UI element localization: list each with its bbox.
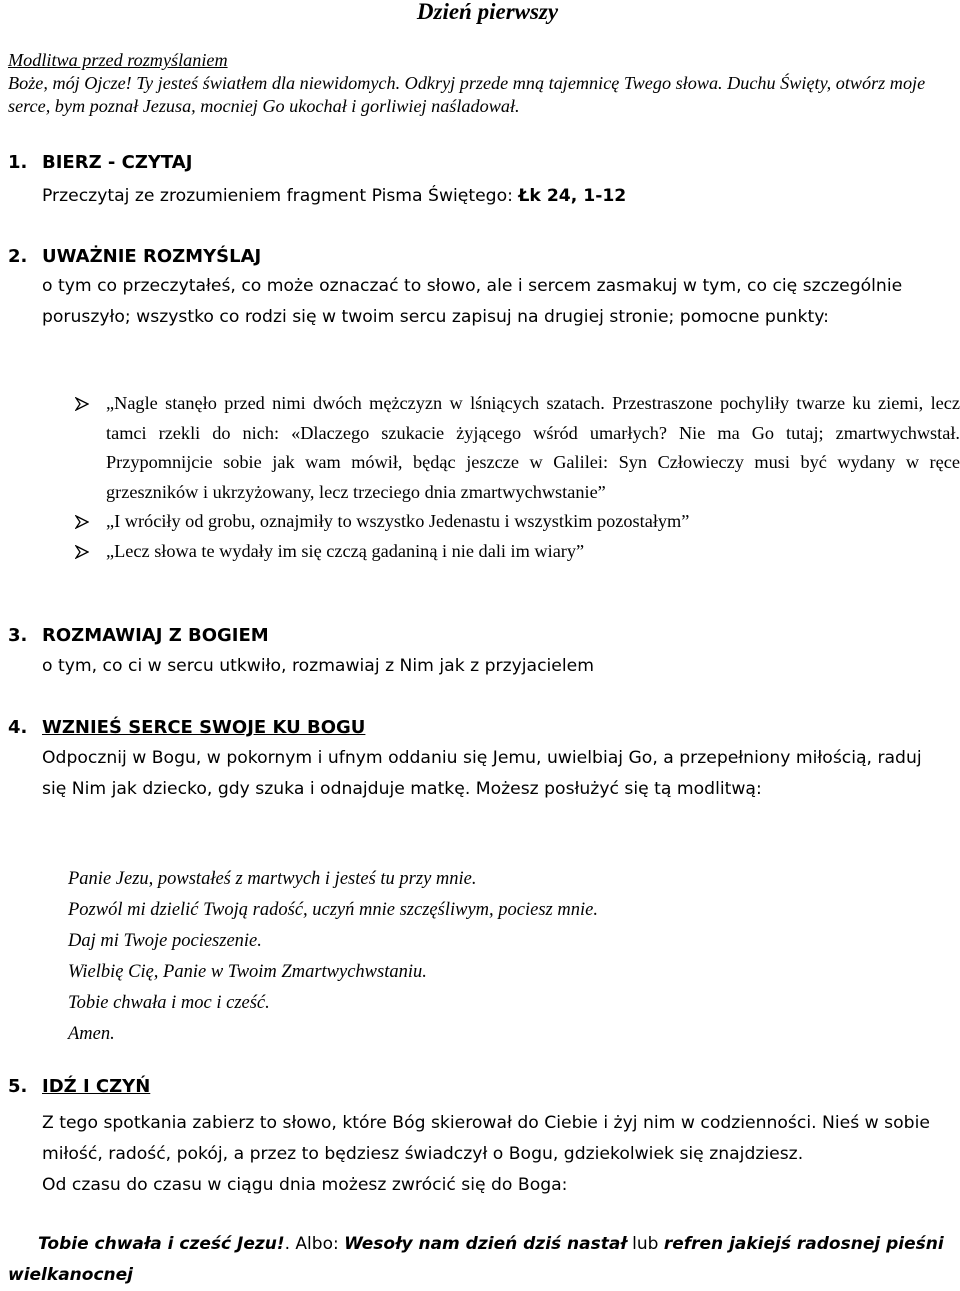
exclamation-3: refren jakiejś radosnej pieśni wielkanocnej	[8, 1234, 944, 1285]
section-2-text: o tym co przeczytałeś, co może oznaczać to słowo, ale i sercem zasmakuj w tym, co cię szczególnie poruszyło; wszystko co rodzi się w twoim sercu zapisuj na drugiej stronie; pomocne punkty:	[42, 276, 903, 327]
opening-prayer	[8, 49, 953, 118]
list-item	[74, 389, 960, 507]
bullet-text: „I wróciły od grobu, oznajmiły to wszystko Jedenastu i wszystkim pozostałym”	[106, 511, 690, 531]
section-5-paragraph: Z tego spotkania zabierz to słowo, które Bóg skierował do Ciebie i żyj nim w codzienności. Nieś w sobie miłość, radość, pokój, a przez to będziesz świadczył o Bogu, gdziekolwiek się znajdziesz.	[42, 1113, 930, 1164]
prayer-line: Amen.	[68, 1024, 115, 1044]
section-5-title: IDŹ I CZYŃ	[42, 1076, 151, 1097]
closing-text-2: lub	[626, 1234, 664, 1254]
exclamation-1: Tobie chwała i cześć Jezu!	[38, 1234, 285, 1254]
list-item	[74, 537, 960, 567]
arrow-bullet-icon	[74, 507, 90, 536]
section-2-number: 2.	[8, 246, 28, 267]
prayer-line: Tobie chwała i moc i cześć.	[68, 993, 270, 1013]
exclamation-2: Wesoły nam dzień dziś nastał	[344, 1234, 627, 1254]
bullet-text: „Nagle stanęło przed nimi dwóch mężczyzn w lśniących szatach. Przestraszone pochyliły twarze ku ziemi, lecz tamci rzekli do nich: «Dlaczego szukacie żyjącego wśród umarłych? Nie ma Go tutaj; zmartwychwstał. Przypomnijcie sobie jak wam mówił, będąc jeszcze w Galilei: Syn Człowieczy musi być wydany w ręce grzeszników i ukrzyżowany, lecz trzeciego dnia zmartwychwstanie”	[106, 393, 960, 502]
list-item	[74, 507, 960, 537]
section-1-number: 1.	[8, 152, 28, 173]
prayer-line: Wielbię Cię, Panie w Twoim Zmartwychwstaniu.	[68, 962, 427, 982]
prayer-line: Pozwól mi dzielić Twoją radość, uczyń mnie szczęśliwym, pociesz mnie.	[68, 900, 598, 920]
section-3-number: 3.	[8, 625, 28, 646]
arrow-bullet-icon	[74, 537, 90, 566]
prayer-heading: Modlitwa przed rozmyślaniem	[8, 50, 228, 70]
section-3-text: o tym, co ci w sercu utkwiło, rozmawiaj z Nim jak z przyjacielem	[42, 656, 594, 676]
section-1-heading	[8, 152, 192, 174]
section-2-heading	[8, 246, 261, 268]
section-3-title: ROZMAWIAJ Z BOGIEM	[42, 625, 269, 646]
bullet-text: „Lecz słowa te wydały im się czczą gadaniną i nie dali im wiary”	[106, 540, 585, 561]
section-5-body	[42, 1108, 957, 1201]
prayer-text: Boże, mój Ojcze! Ty jesteś światłem dla niewidomych. Odkryj przede mną tajemnicę Twego słowa. Duchu Święty, otwórz moje serce, bym poznał Jezusa, mocniej Go ukochał i gorliwiej naśladował.	[8, 73, 926, 116]
closing-exclamations	[8, 1229, 958, 1291]
section-4-title: WZNIEŚ SERCE SWOJE KU BOGU	[42, 717, 366, 738]
section-5-number: 5.	[8, 1076, 28, 1097]
section-1-title: BIERZ - CZYTAJ	[42, 152, 193, 173]
prayer-line: Panie Jezu, powstałeś z martwych i jesteś tu przy mnie.	[68, 869, 477, 889]
section-4-number: 4.	[8, 717, 28, 738]
page-title: Dzień pierwszy	[416, 0, 559, 24]
section-3-heading	[8, 625, 269, 647]
scripture-reference: Łk 24, 1-12	[518, 186, 627, 206]
section-5-line: Od czasu do czasu w ciągu dnia możesz zwrócić się do Boga:	[42, 1175, 568, 1195]
section-4-heading	[8, 717, 365, 739]
closing-text-1: . Albo:	[284, 1234, 345, 1254]
prayer-line: Daj mi Twoje pocieszenie.	[68, 931, 262, 951]
section-4-text: Odpocznij w Bogu, w pokornym i ufnym oddaniu się Jemu, uwielbiaj Go, a przepełniony miłością, raduj się Nim jak dziecko, gdy szuka i odnajduje matkę. Możesz posłużyć się tą modlitwą:	[42, 748, 922, 799]
arrow-bullet-icon	[74, 389, 90, 418]
section-2-title: UWAŻNIE ROZMYŚLAJ	[42, 246, 262, 267]
section-1-body	[42, 181, 952, 212]
section-1-text: Przeczytaj ze zrozumieniem fragment Pisma Świętego:	[42, 186, 513, 206]
easter-prayer	[68, 864, 948, 1050]
reflection-points	[74, 389, 960, 566]
section-5-heading	[8, 1076, 150, 1098]
